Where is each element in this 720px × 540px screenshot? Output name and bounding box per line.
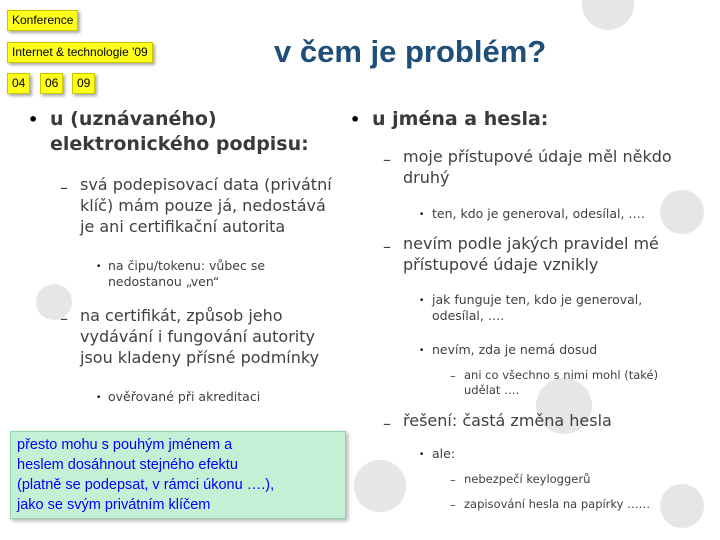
decor-circle bbox=[660, 190, 704, 234]
right-heading: u jména a hesla: bbox=[372, 108, 549, 130]
callout-line: heslem dosáhnout stejného efektu bbox=[17, 457, 238, 473]
decor-circle bbox=[660, 484, 704, 528]
bullet-icon: • bbox=[28, 110, 39, 129]
bullet-icon: • bbox=[350, 110, 361, 129]
left-item-token: na čipu/tokenu: vůbec se nedostanou „ven“ bbox=[108, 258, 266, 290]
dash-icon: – bbox=[450, 473, 456, 487]
bullet-icon: • bbox=[419, 450, 425, 460]
callout-line: jako se svým privátním klíčem bbox=[17, 497, 211, 513]
right-item-rules: nevím podle jakých pravidel mé přístupové údaje vznikly bbox=[403, 234, 659, 274]
dash-icon: – bbox=[450, 498, 456, 512]
dash-icon: – bbox=[60, 309, 68, 328]
bullet-icon: • bbox=[419, 210, 425, 220]
date-month-tag: 06 bbox=[40, 73, 63, 94]
left-item-private-key: svá podepisovací data (privátní klíč) mám pouze já, nedostává je ani certifikační autorita bbox=[80, 175, 332, 236]
left-item-certificate: na certifikát, způsob jeho vydávání i fungování autority jsou kladeny přísné podmínky bbox=[80, 306, 320, 367]
dash-icon: – bbox=[383, 237, 391, 256]
dash-icon: – bbox=[383, 150, 391, 169]
right-item-how-works: jak funguje ten, kdo je generoval, odesílal, …. bbox=[432, 292, 643, 324]
right-item-keyloggers: nebezpečí keyloggerů bbox=[464, 472, 591, 486]
right-item-still-has: nevím, zda je nemá dosud bbox=[432, 342, 598, 357]
date-day-tag: 04 bbox=[7, 73, 30, 94]
callout-line: (platně se podepsat, v rámci úkonu ….), bbox=[17, 477, 275, 493]
slide-title: v čem je problém? bbox=[274, 34, 547, 69]
bullet-icon: • bbox=[96, 262, 102, 272]
callout-line: přesto mohu s pouhým jménem a bbox=[17, 437, 233, 453]
date-year-tag: 09 bbox=[72, 73, 95, 94]
bullet-icon: • bbox=[96, 393, 102, 403]
right-item-but: ale: bbox=[432, 446, 456, 461]
event-tag: Internet & technologie '09 bbox=[7, 42, 153, 63]
bullet-icon: • bbox=[419, 296, 425, 306]
left-heading: u (uznávaného) elektronického podpisu: bbox=[50, 108, 309, 155]
dash-icon: – bbox=[60, 178, 68, 197]
decor-circle bbox=[582, 0, 634, 30]
right-item-what-done: ani co všechno s nimi mohl (také) udělat …. bbox=[464, 368, 659, 397]
right-item-solution: řešení: častá změna hesla bbox=[403, 411, 612, 430]
bullet-icon: • bbox=[419, 346, 425, 356]
dash-icon: – bbox=[450, 369, 456, 383]
right-item-generator: ten, kdo je generoval, odesílal, …. bbox=[432, 206, 645, 221]
right-item-someone-had: moje přístupové údaje měl někdo druhý bbox=[403, 147, 672, 187]
left-item-accreditation: ověřované při akreditaci bbox=[108, 389, 261, 404]
decor-circle bbox=[354, 460, 406, 512]
callout-box bbox=[10, 431, 346, 519]
dash-icon: – bbox=[383, 414, 391, 433]
conference-tag: Konference bbox=[7, 10, 78, 31]
right-item-paper: zapisování hesla na papírky …… bbox=[464, 497, 651, 511]
